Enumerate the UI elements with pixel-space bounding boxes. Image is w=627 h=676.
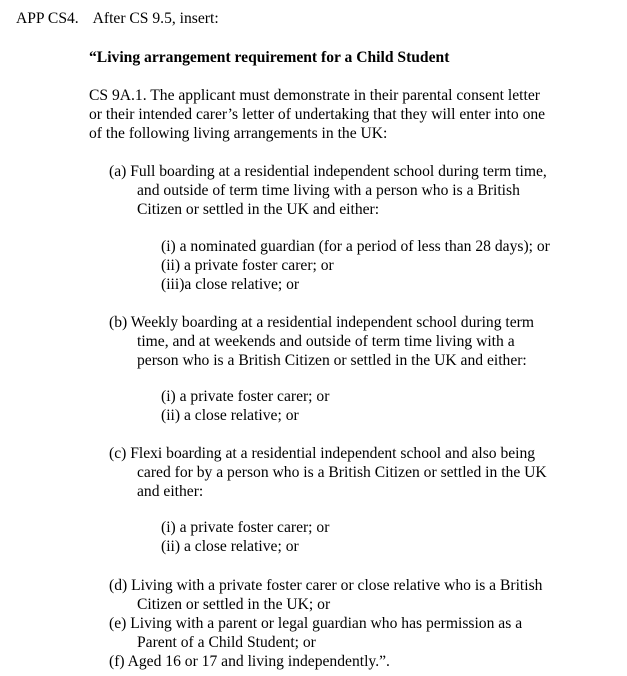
item-line: and either: bbox=[137, 483, 204, 500]
item-line: time, and at weekends and outside of term time living with a bbox=[137, 333, 515, 350]
section-heading: “Living arrangement requirement for a Child Student bbox=[89, 49, 450, 66]
item-line: Citizen or settled in the UK; or bbox=[137, 596, 331, 613]
item-line: (b) Weekly boarding at a residential independent school during term bbox=[109, 314, 534, 331]
sub-list-b bbox=[161, 387, 601, 425]
list-item-a bbox=[109, 162, 589, 219]
rule-line: CS 9A.1. The applicant must demonstrate in their parental consent letter bbox=[89, 87, 540, 104]
item-line: (c) Flexi boarding at a residential independent school and also being bbox=[109, 445, 536, 462]
item-line: and outside of term time living with a person who is a British bbox=[137, 182, 520, 199]
sub-item: (i) a private foster carer; or bbox=[161, 388, 330, 405]
list-item-b bbox=[109, 313, 589, 370]
amendment-reference bbox=[16, 9, 219, 28]
amendment-label: APP CS4. bbox=[16, 10, 79, 27]
sub-list-a bbox=[161, 237, 601, 294]
item-line: Parent of a Child Student; or bbox=[137, 634, 316, 651]
sub-item: (ii) a private foster carer; or bbox=[161, 257, 334, 274]
list-item-f bbox=[109, 652, 589, 671]
rule-paragraph bbox=[89, 86, 589, 143]
rule-line: of the following living arrangements in the UK: bbox=[89, 125, 388, 142]
sub-list-c bbox=[161, 518, 601, 556]
list-item-c bbox=[109, 444, 589, 501]
sub-item: (iii)a close relative; or bbox=[161, 276, 300, 293]
item-line: (f) Aged 16 or 17 and living independently.”. bbox=[109, 653, 390, 670]
sub-item: (ii) a close relative; or bbox=[161, 407, 299, 424]
list-item-d bbox=[109, 576, 589, 614]
sub-item: (i) a private foster carer; or bbox=[161, 519, 330, 536]
rule-line: or their intended carer’s letter of undertaking that they will enter into one bbox=[89, 106, 546, 123]
sub-item: (i) a nominated guardian (for a period of less than 28 days); or bbox=[161, 238, 550, 255]
sub-item: (ii) a close relative; or bbox=[161, 538, 299, 555]
item-line: (d) Living with a private foster carer or close relative who is a British bbox=[109, 577, 543, 594]
list-item-e bbox=[109, 614, 589, 652]
item-line: person who is a British Citizen or settled in the UK and either: bbox=[137, 352, 527, 369]
item-line: Citizen or settled in the UK and either: bbox=[137, 201, 380, 218]
amendment-instruction: After CS 9.5, insert: bbox=[92, 10, 219, 27]
item-line: (a) Full boarding at a residential independent school during term time, bbox=[109, 163, 547, 180]
item-line: cared for by a person who is a British Citizen or settled in the UK bbox=[137, 464, 547, 481]
item-line: (e) Living with a parent or legal guardian who has permission as a bbox=[109, 615, 523, 632]
